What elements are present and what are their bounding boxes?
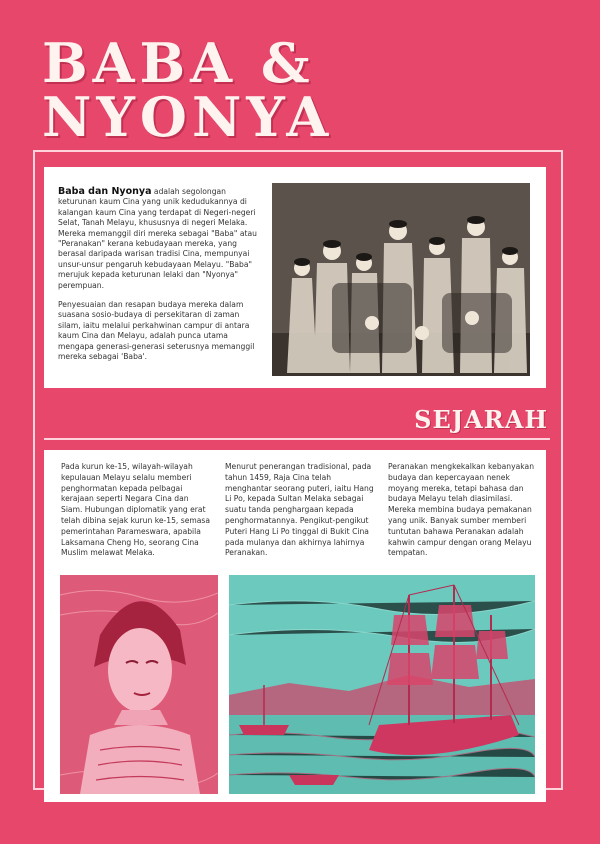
princess-portrait-image xyxy=(60,575,218,794)
intro-text xyxy=(58,187,264,372)
section-heading: SEJARAH xyxy=(414,405,548,434)
family-photo xyxy=(272,183,530,376)
princess-portrait-illustration xyxy=(60,575,218,794)
intro-paragraph-1-body: adalah segolongan keturunan kaum Cina yang unik kedudukannya di kalangan kaum Cina yang terdapat di Negeri-negeri Selat, Tanah Melayu, khususnya di negeri Melaka. Mereka memanggil diri mereka sebagai "Baba" atau "Peranakan" kerana kebudayaan mereka, yang berasal daripada warisan tradisi Cina, mempunyai unsur-unsur pengaruh kebudayaan Melayu. "Baba" merujuk kepada keturunan lelaki dan "Nyonya" perempuan. xyxy=(58,187,257,290)
intro-lead: Baba dan Nyonya xyxy=(58,186,152,197)
intro-paragraph-1 xyxy=(58,187,264,291)
ships-harbor-illustration xyxy=(229,575,535,794)
family-photo-illustration xyxy=(272,183,530,376)
history-column-3: Peranakan mengkekalkan kebanyakan budaya dan kepercayaan nenek moyang mereka, tetapi bahasa dan budaya Melayu telah diasimilasi. Mereka membina budaya pemakanan yang unik. Banyak sumber memberi tuntutan bahawa Peranakan adalah kahwin campur dengan orang Melayu tempatan. xyxy=(388,462,535,558)
ships-harbor-image xyxy=(229,575,535,794)
title-line-1: BABA & xyxy=(42,31,315,95)
section-divider xyxy=(44,438,550,440)
history-panel xyxy=(44,450,546,802)
intro-paragraph-2: Penyesuaian dan resapan budaya mereka dalam suasana sosio-budaya di persekitaran di zaman silam, iaitu melalui perkahwinan campur di antara kaum Cina dan Melayu, adalah punca utama mengapa generasi-generasi seterusnya memanggil mereka sebagai 'Baba'. xyxy=(58,300,255,362)
history-column-1: Pada kurun ke-15, wilayah-wilayah kepulauan Melayu selalu memberi penghormatan kepada pelbagai kerajaan seperti Negara Cina dan Siam. Hubungan diplomatik yang erat telah dibina sejak kurun ke-15, semasa pemerintahan Parameswara, apabila Laksamana Cheng Ho, seorang Cina Muslim melawat Melaka. xyxy=(61,462,211,558)
history-column-2: Menurut penerangan tradisional, pada tahun 1459, Raja Cina telah menghantar seorang puteri, iaitu Hang Li Po, kepada Sultan Melaka sebagai suatu tanda penghargaan kepada penghormatannya. Pengikut-pengikut Puteri Hang Li Po tinggal di Bukit Cina pada mulanya dan akhirnya lahirnya Peranakan. xyxy=(225,462,374,558)
title-line-2: NYONYA xyxy=(42,85,334,149)
intro-panel xyxy=(44,167,546,388)
